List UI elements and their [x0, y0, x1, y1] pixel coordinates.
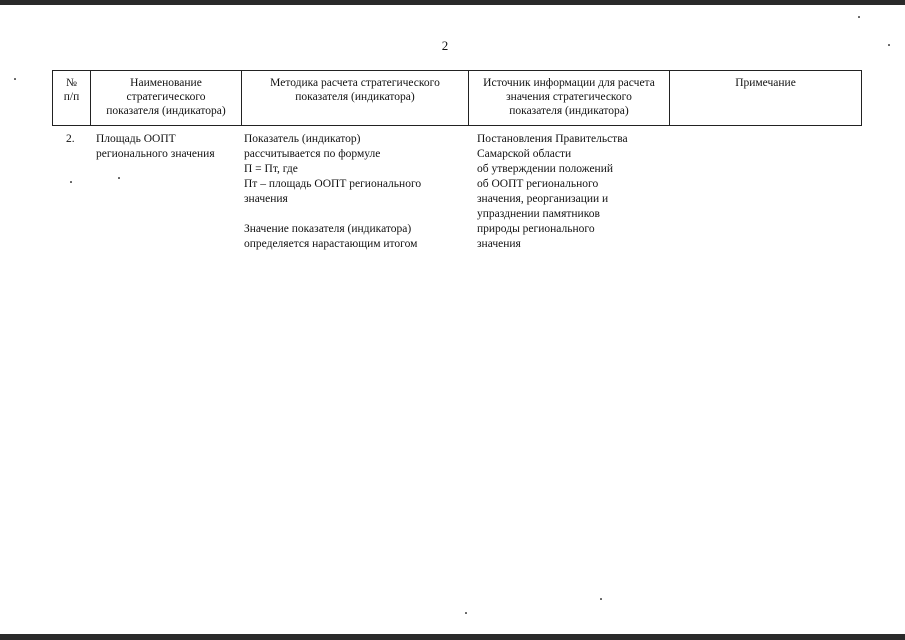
header-indicator-name: Наименование стратегического показателя (индикатора)	[91, 71, 242, 125]
header-information-source: Источник информации для расчета значения стратегического показателя (индикатора)	[469, 71, 670, 125]
scan-speck	[465, 612, 467, 614]
row-calculation-method: Показатель (индикатор) рассчитывается по формуле П = Пт, где Пт – площадь ООПТ регионального значения Значение показателя (индикатора) определяется нарастающим итогом	[244, 133, 422, 250]
row-indicator-name: Площадь ООПТ регионального значения	[96, 133, 215, 160]
scan-bottom-border	[0, 634, 905, 640]
page-number: 2	[441, 38, 449, 53]
scan-top-border	[0, 0, 905, 5]
scan-speck	[14, 78, 16, 80]
scan-speck	[70, 181, 72, 183]
scan-speck	[600, 598, 602, 600]
row-information-source: Постановления Правительства Самарской области об утверждении положений об ООПТ регионального значения, реорганизации и упразднении памятников природы регионального значения	[477, 133, 628, 250]
table-header	[52, 70, 862, 126]
header-calculation-method: Методика расчета стратегического показателя (индикатора)	[242, 71, 469, 125]
row-number: 2.	[66, 133, 75, 145]
scan-speck	[118, 177, 120, 179]
scan-speck	[888, 44, 890, 46]
header-number: № п/п	[53, 71, 91, 125]
scan-speck	[858, 16, 860, 18]
header-note: Примечание	[735, 77, 796, 89]
